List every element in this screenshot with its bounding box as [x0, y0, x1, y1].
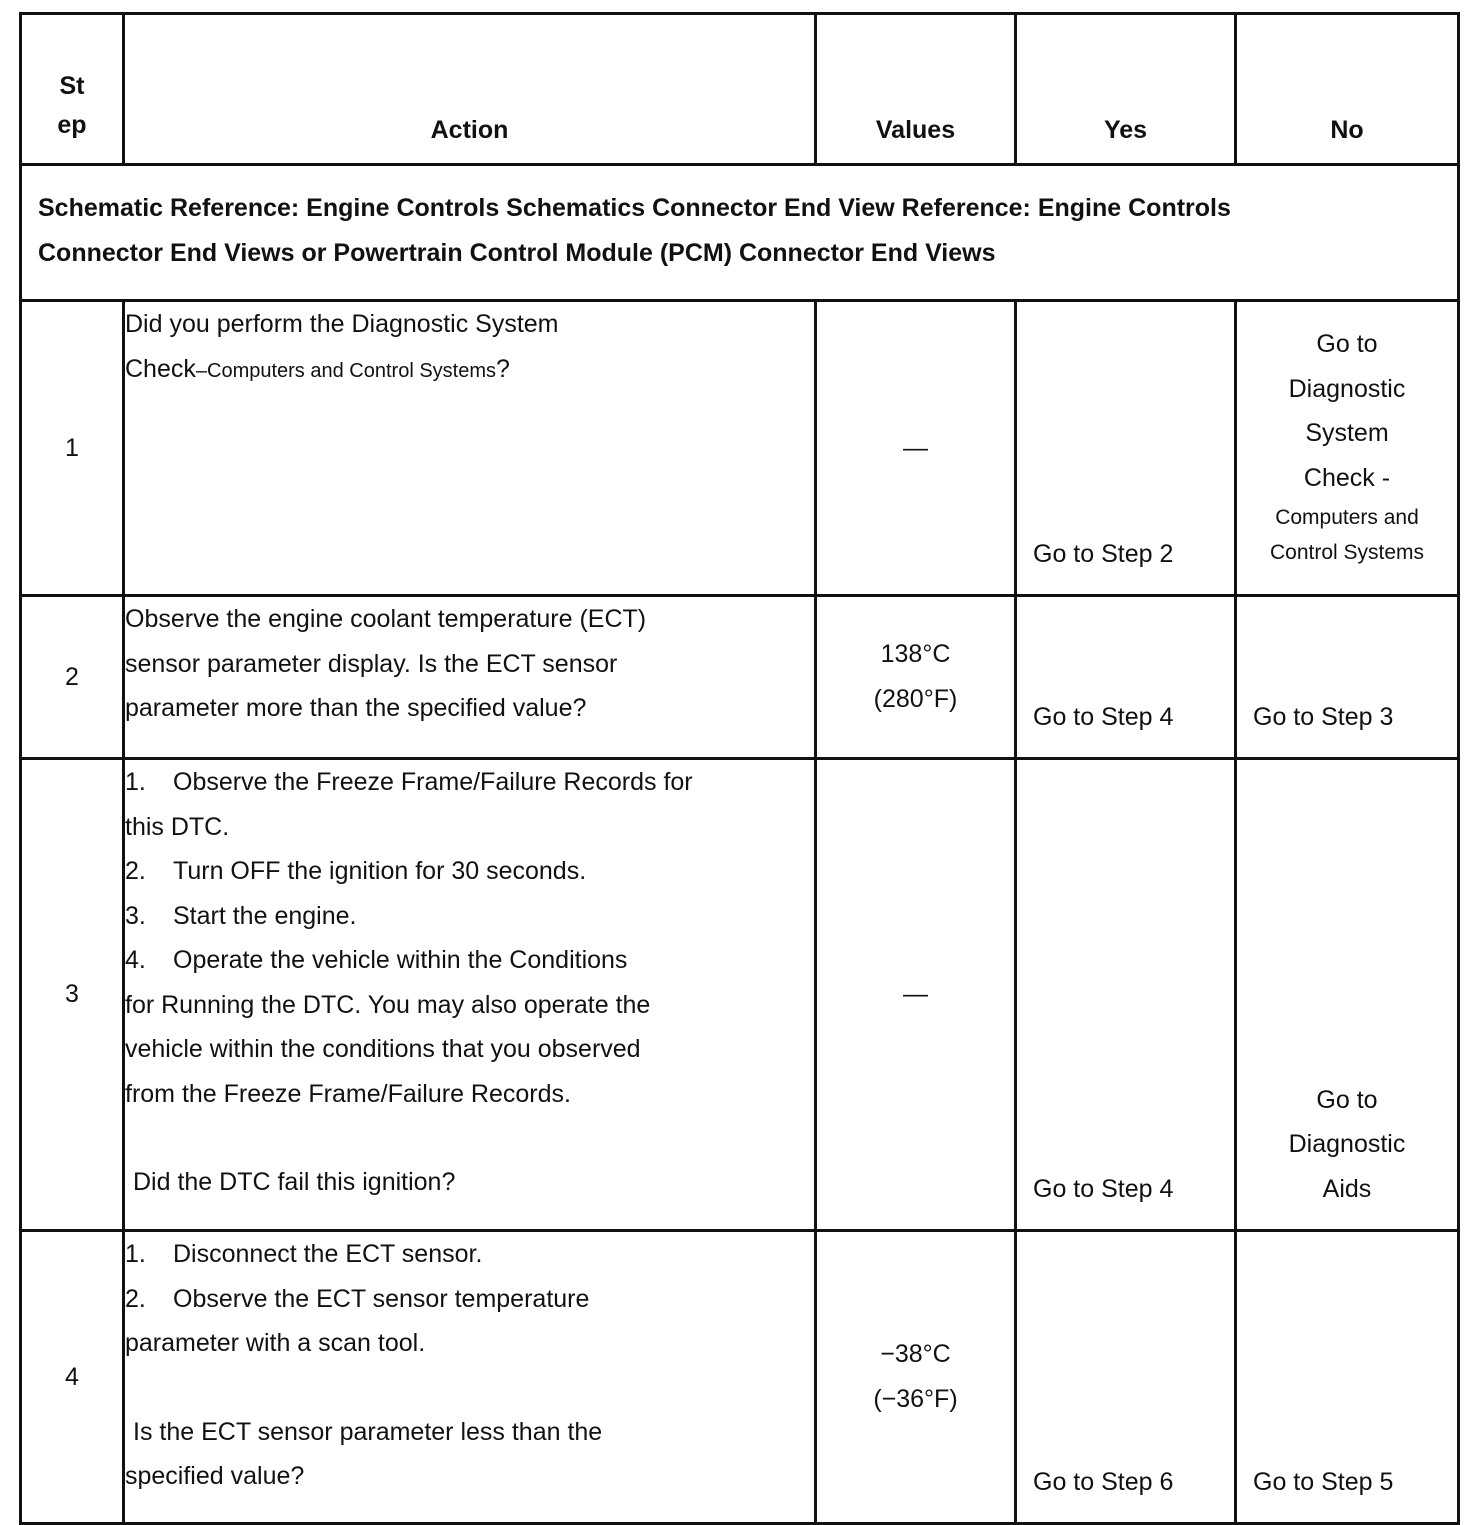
action-list-item: [125, 849, 814, 894]
action-cell: [124, 1231, 816, 1524]
no-link[interactable]: Go to Step 3: [1253, 702, 1394, 731]
action-cell: [124, 301, 816, 596]
reference-row: [21, 165, 1459, 301]
yes-link[interactable]: Go to Step 6: [1033, 1467, 1174, 1496]
yes-cell: [1016, 301, 1236, 596]
value-cell: [816, 1231, 1016, 1524]
header-no: No: [1236, 14, 1459, 165]
action-link-text: –Computers and Control Systems: [195, 359, 497, 382]
action-list-item: [125, 938, 814, 983]
value-text: −38°C: [880, 1340, 951, 1368]
action-text: Check: [125, 354, 196, 383]
action-line: parameter more than the specified value?: [125, 694, 587, 722]
header-step-line: St: [59, 72, 85, 100]
table-row: [21, 759, 1459, 1231]
header-step: [21, 14, 124, 165]
header-values: Values: [816, 14, 1016, 165]
action-text: ?: [496, 354, 510, 383]
header-row: [21, 14, 1459, 165]
yes-cell: [1016, 596, 1236, 759]
item-number: 1.: [125, 1240, 146, 1268]
action-line: this DTC.: [125, 812, 230, 841]
value-text: (−36°F): [873, 1385, 958, 1413]
action-line: for Running the DTC. You may also operate the: [125, 990, 651, 1019]
reference-line: Connector End Views or Powertrain Control Module (PCM) Connector End Views: [38, 239, 996, 267]
item-number: 2.: [125, 1284, 146, 1313]
no-link[interactable]: Go to Step 5: [1253, 1467, 1394, 1496]
action-line: Did you perform the Diagnostic System: [125, 310, 559, 338]
no-line: Control Systems: [1269, 541, 1425, 564]
no-cell: [1236, 301, 1459, 596]
step-number: 1: [21, 301, 124, 596]
action-line: sensor parameter display. Is the ECT sensor: [125, 649, 618, 678]
no-line: Go to: [1316, 1085, 1378, 1114]
no-link[interactable]: [1237, 1078, 1457, 1212]
no-line: System: [1305, 419, 1389, 447]
value-text: —: [903, 433, 928, 462]
diagnostic-table: [19, 12, 1460, 1525]
item-number: 1.: [125, 768, 146, 796]
item-text: Disconnect the ECT sensor.: [173, 1240, 483, 1268]
table-row: [21, 301, 1459, 596]
action-list-item: [125, 1232, 814, 1277]
yes-cell: [1016, 759, 1236, 1231]
step-number: 4: [21, 1231, 124, 1524]
yes-link[interactable]: Go to Step 4: [1033, 1174, 1174, 1203]
action-question: Is the ECT sensor parameter less than the: [133, 1417, 603, 1446]
no-cell: [1236, 596, 1459, 759]
value-cell: [816, 301, 1016, 596]
action-question: specified value?: [125, 1462, 305, 1490]
action-list-item: [125, 760, 814, 805]
no-line: Check -: [1303, 463, 1391, 492]
reference-line: Schematic Reference: Engine Controls Schematics Connector End View Reference: Engine Controls: [38, 194, 1231, 222]
item-text: Turn OFF the ignition for 30 seconds.: [173, 857, 587, 885]
item-text: Operate the vehicle within the Conditions: [173, 946, 628, 974]
item-text: Observe the ECT sensor temperature: [173, 1284, 590, 1313]
yes-link[interactable]: Go to Step 2: [1033, 539, 1174, 568]
action-line: parameter with a scan tool.: [125, 1329, 426, 1357]
step-number: 2: [21, 596, 124, 759]
value-text: —: [903, 980, 928, 1008]
no-line: Aids: [1322, 1174, 1372, 1203]
yes-link[interactable]: Go to Step 4: [1033, 702, 1174, 731]
no-link[interactable]: [1237, 302, 1457, 570]
item-number: 3.: [125, 901, 146, 930]
no-line: Computers and: [1275, 506, 1419, 529]
item-number: 4.: [125, 946, 146, 974]
table-row: [21, 596, 1459, 759]
no-cell: [1236, 1231, 1459, 1524]
action-list-item: [125, 1277, 814, 1322]
action-cell: [124, 596, 816, 759]
action-cell: [124, 759, 816, 1231]
action-line: from the Freeze Frame/Failure Records.: [125, 1079, 571, 1108]
table-row: [21, 1231, 1459, 1524]
schematic-reference: [21, 165, 1459, 301]
header-yes: Yes: [1016, 14, 1236, 165]
item-number: 2.: [125, 857, 146, 885]
no-cell: [1236, 759, 1459, 1231]
no-line: Go to: [1316, 330, 1378, 358]
action-line: [125, 347, 814, 394]
value-text: 138°C: [880, 640, 951, 668]
no-line: Diagnostic: [1288, 374, 1406, 403]
value-cell: [816, 759, 1016, 1231]
value-text: (280°F): [873, 685, 958, 713]
item-text: Observe the Freeze Frame/Failure Records for: [173, 768, 693, 796]
header-action: Action: [124, 14, 816, 165]
item-text: Start the engine.: [173, 901, 357, 930]
header-step-line: ep: [57, 111, 87, 139]
value-cell: [816, 596, 1016, 759]
no-line: Diagnostic: [1288, 1130, 1406, 1158]
action-line: Observe the engine coolant temperature (ECT): [125, 605, 647, 633]
action-question: Did the DTC fail this ignition?: [133, 1168, 456, 1196]
action-line: vehicle within the conditions that you observed: [125, 1035, 641, 1063]
step-number: 3: [21, 759, 124, 1231]
action-list-item: [125, 894, 814, 939]
yes-cell: [1016, 1231, 1236, 1524]
